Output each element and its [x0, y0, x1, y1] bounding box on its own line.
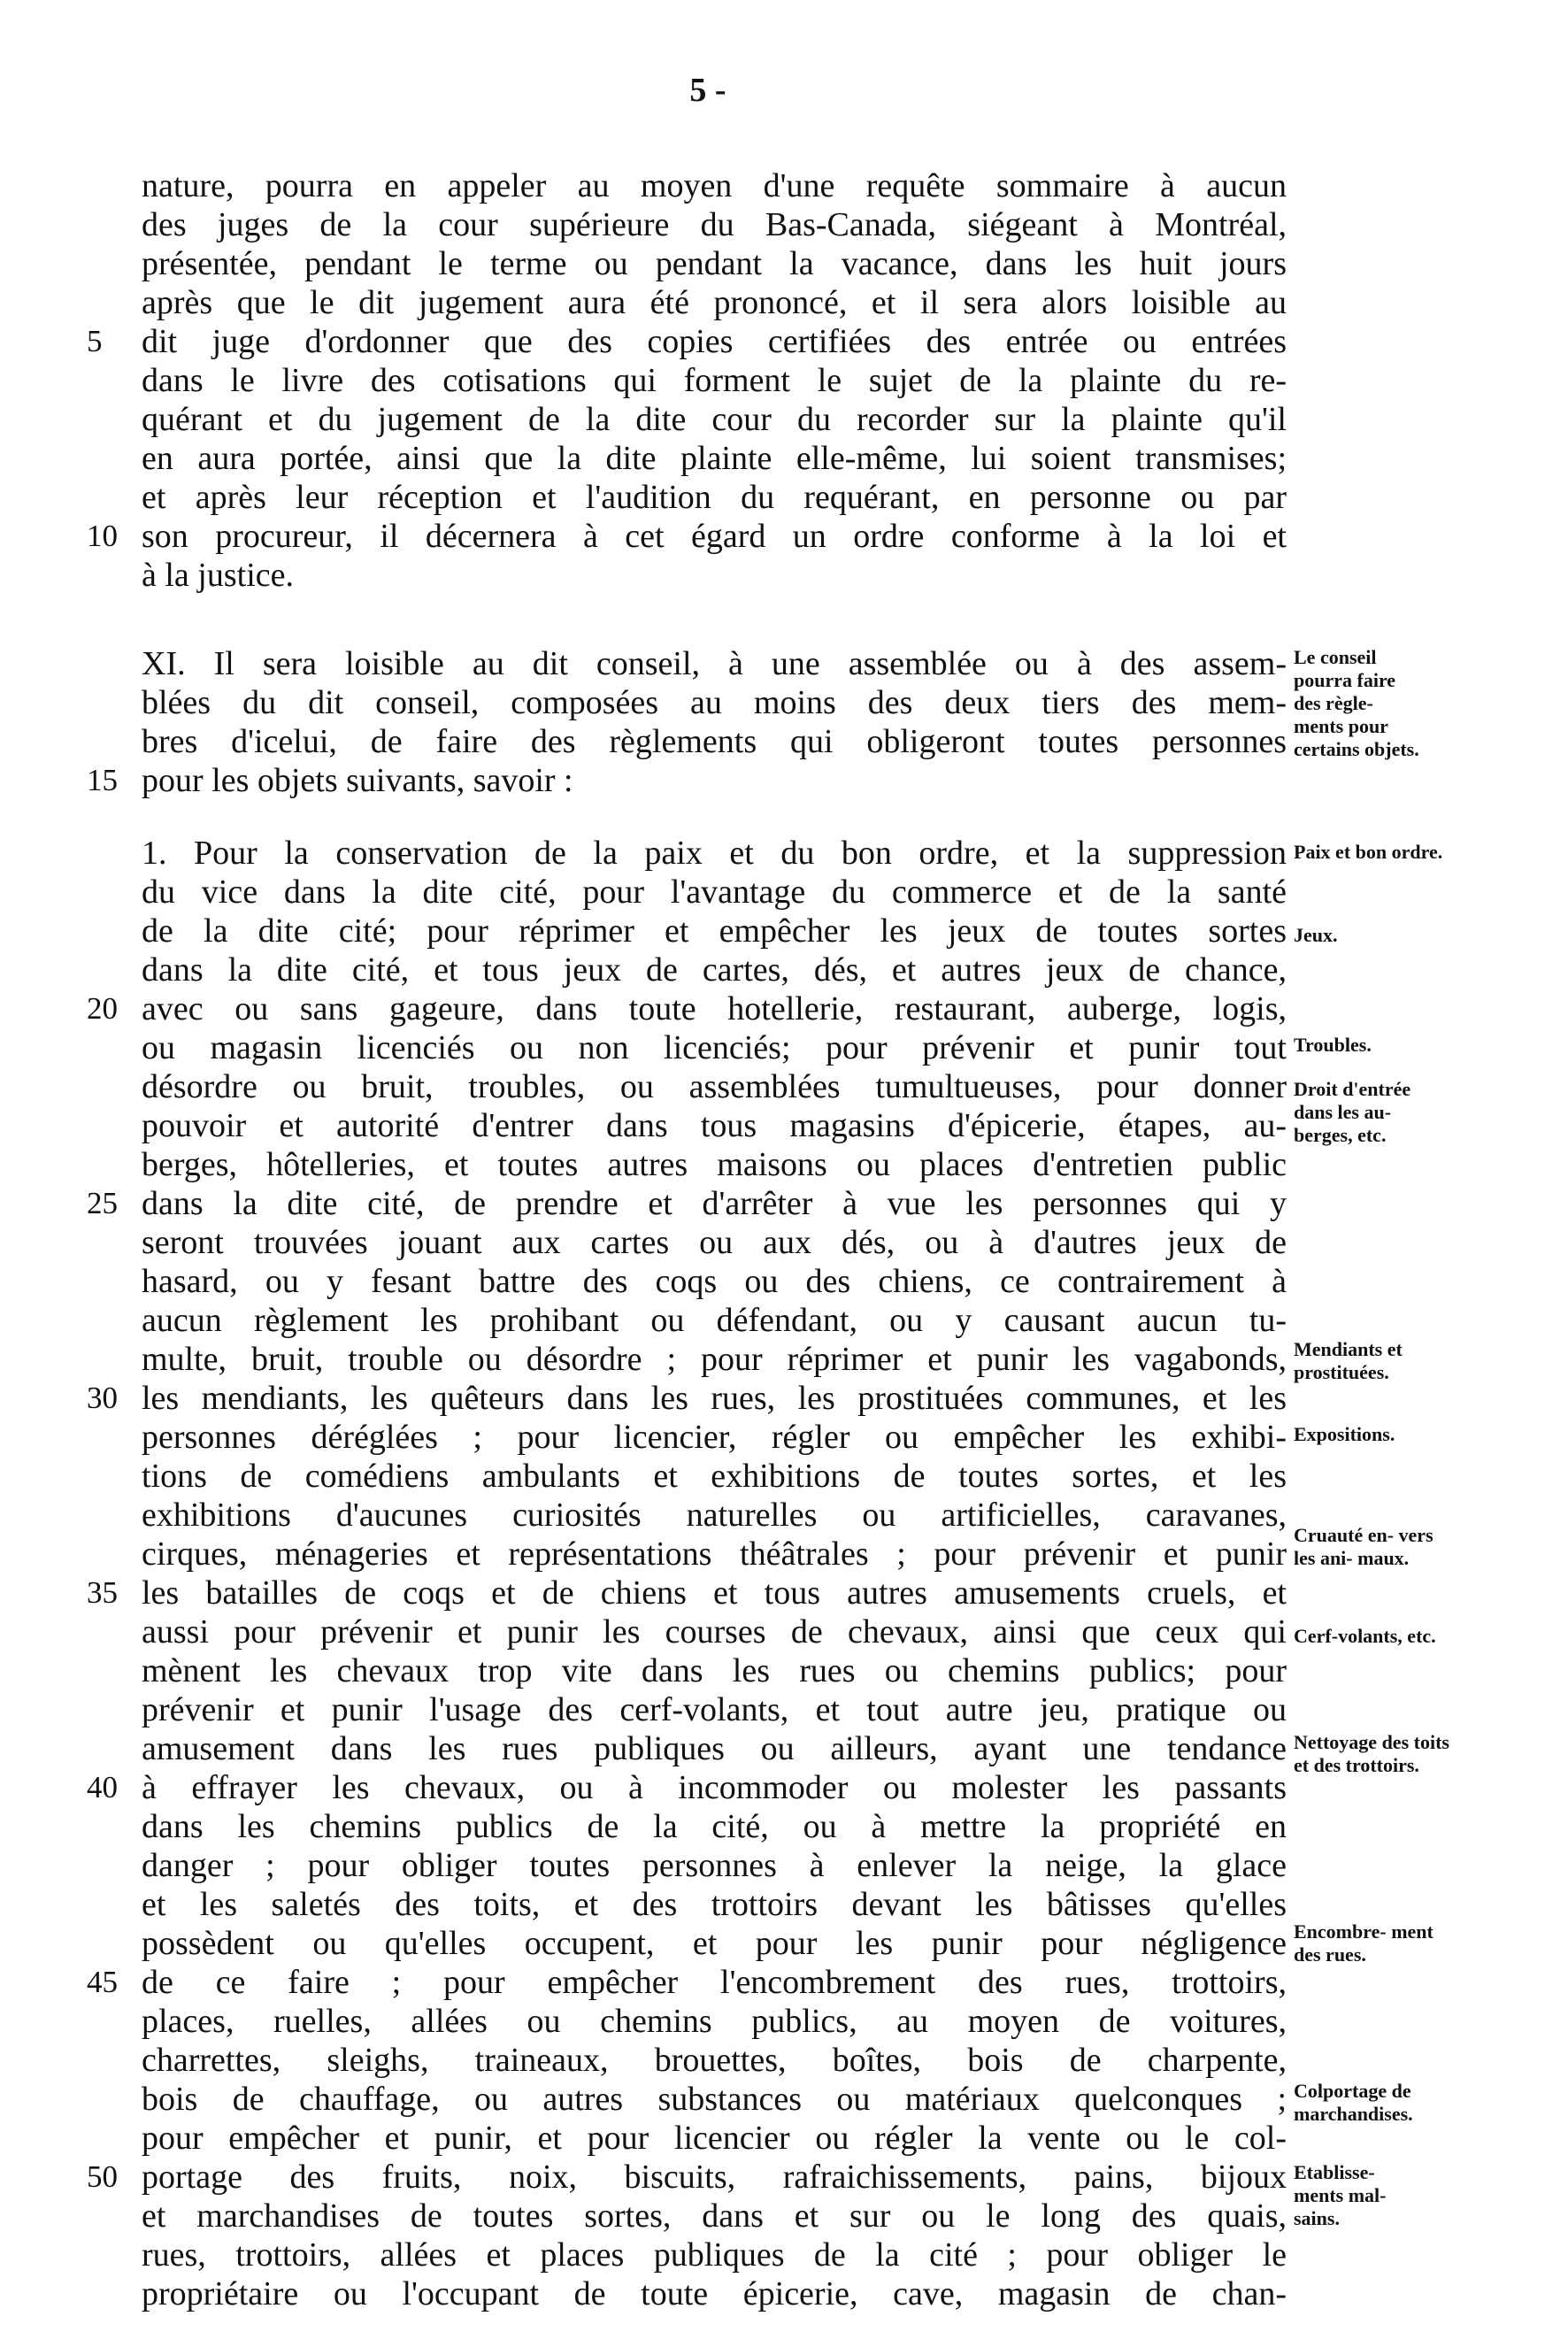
line-number: 30	[87, 1381, 118, 1415]
text-line: des juges de la cour supérieure du Bas-Canada, siégeant à Montréal,	[142, 206, 1287, 243]
text-line: et les saletés des toits, et des trottoirs devant les bâtisses qu'elles	[142, 1886, 1287, 1923]
text-line: du vice dans la dite cité, pour l'avantage du commerce et de la santé	[142, 873, 1287, 911]
text-line: personnes déréglées ; pour licencier, régler ou empêcher les exhibi-	[142, 1419, 1287, 1456]
margin-note: Nettoyage des toits et des trottoirs.	[1294, 1731, 1449, 1776]
text-line: portage des fruits, noix, biscuits, rafraichissements, pains, bijoux	[142, 2158, 1287, 2196]
margin-note: Expositions.	[1294, 1423, 1395, 1445]
text-line: aucun règlement les prohibant ou défendant, ou y causant aucun tu-	[142, 1302, 1287, 1339]
text-line: dit juge d'ordonner que des copies certifiées des entrée ou entrées	[142, 323, 1287, 360]
text-line: dans les chemins publics de la cité, ou à mettre la propriété en	[142, 1808, 1287, 1845]
text-line: et après leur réception et l'audition du requérant, en personne ou par	[142, 479, 1287, 516]
text-line: ou magasin licenciés ou non licenciés; pour prévenir et punir tout	[142, 1029, 1287, 1066]
text-line: seront trouvées jouant aux cartes ou aux dés, ou à d'autres jeux de	[142, 1224, 1287, 1261]
text-line: amusement dans les rues publiques ou ailleurs, ayant une tendance	[142, 1730, 1287, 1767]
text-line: à la justice.	[142, 557, 294, 594]
line-number: 40	[87, 1770, 118, 1804]
text-line: possèdent ou qu'elles occupent, et pour les punir pour négligence	[142, 1925, 1287, 1962]
line-number: 15	[87, 763, 118, 797]
margin-note: Troubles.	[1294, 1034, 1372, 1056]
margin-note: Paix et bon ordre.	[1294, 841, 1443, 863]
text-line: quérant et du jugement de la dite cour du recorder sur la plainte qu'il	[142, 401, 1287, 438]
margin-note: Droit d'entrée dans les au- berges, etc.	[1294, 1078, 1411, 1146]
text-line: les mendiants, les quêteurs dans les rues, les prostituées communes, et les	[142, 1380, 1287, 1417]
text-line: bois de chauffage, ou autres substances ou matériaux quelconques ;	[142, 2081, 1287, 2118]
text-line: pour les objets suivants, savoir :	[142, 762, 573, 799]
text-line: son procureur, il décernera à cet égard un ordre conforme à la loi et	[142, 518, 1287, 555]
text-line: en aura portée, ainsi que la dite plainte elle-même, lui soient transmises;	[142, 440, 1287, 477]
line-number: 20	[87, 991, 118, 1026]
text-line: charrettes, sleighs, traineaux, brouettes, boîtes, bois de charpente,	[142, 2042, 1287, 2079]
margin-note: Colportage de marchandises.	[1294, 2080, 1413, 2125]
text-line: prévenir et punir l'usage des cerf-volants, et tout autre jeu, pratique ou	[142, 1691, 1287, 1728]
text-line: dans la dite cité, et tous jeux de cartes, dés, et autres jeux de chance,	[142, 951, 1287, 989]
margin-note: Encombre- ment des rues.	[1294, 1920, 1433, 1966]
text-line: nature, pourra en appeler au moyen d'une requête sommaire à aucun	[142, 167, 1287, 204]
text-line: de ce faire ; pour empêcher l'encombrement des rues, trottoirs,	[142, 1964, 1287, 2001]
text-line: présentée, pendant le terme ou pendant la vacance, dans les huit jours	[142, 245, 1287, 282]
text-line: avec ou sans gageure, dans toute hotellerie, restaurant, auberge, logis,	[142, 990, 1287, 1027]
text-line: multe, bruit, trouble ou désordre ; pour réprimer et punir les vagabonds,	[142, 1341, 1287, 1378]
line-number: 50	[87, 2159, 118, 2194]
margin-note: Etablisse- ments mal- sains.	[1294, 2161, 1387, 2229]
text-line: pour empêcher et punir, et pour licencier ou régler la vente ou le col-	[142, 2120, 1287, 2157]
text-line: de la dite cité; pour réprimer et empêcher les jeux de toutes sortes	[142, 912, 1287, 950]
text-line: les batailles de coqs et de chiens et tous autres amusements cruels, et	[142, 1574, 1287, 1612]
line-number: 35	[87, 1575, 118, 1610]
line-number: 5	[87, 324, 103, 358]
text-line: blées du dit conseil, composées au moins des deux tiers des mem-	[142, 684, 1287, 721]
text-line: après que le dit jugement aura été prononcé, et il sera alors loisible au	[142, 284, 1287, 321]
text-line: et marchandises de toutes sortes, dans et sur ou le long des quais,	[142, 2197, 1287, 2235]
text-line: exhibitions d'aucunes curiosités naturelles ou artificielles, caravanes,	[142, 1497, 1287, 1534]
text-line: hasard, ou y fesant battre des coqs ou des chiens, ce contrairement à	[142, 1263, 1287, 1300]
text-line: cirques, ménageries et représentations théâtrales ; pour prévenir et punir	[142, 1535, 1287, 1573]
text-line: aussi pour prévenir et punir les courses de chevaux, ainsi que ceux qui	[142, 1613, 1287, 1651]
text-line: places, ruelles, allées ou chemins publics, au moyen de voitures,	[142, 2003, 1287, 2040]
text-line: bres d'icelui, de faire des règlements qui obligeront toutes personnes	[142, 723, 1287, 760]
line-number: 45	[87, 1965, 118, 1999]
text-line: pouvoir et autorité d'entrer dans tous magasins d'épicerie, étapes, au-	[142, 1107, 1287, 1144]
text-line: dans la dite cité, de prendre et d'arrêter à vue les personnes qui y	[142, 1185, 1287, 1222]
text-line: 1. Pour la conservation de la paix et du bon ordre, et la suppression	[142, 835, 1287, 872]
margin-note: Jeux.	[1294, 924, 1338, 946]
text-line: tions de comédiens ambulants et exhibitions de toutes sortes, et les	[142, 1458, 1287, 1495]
margin-note: Cerf-volants, etc.	[1294, 1625, 1436, 1647]
text-line: rues, trottoirs, allées et places publiques de la cité ; pour obliger le	[142, 2236, 1287, 2274]
line-number: 10	[87, 519, 118, 553]
margin-note: Mendiants et prostituées.	[1294, 1338, 1403, 1383]
text-line: propriétaire ou l'occupant de toute épicerie, cave, magasin de chan-	[142, 2275, 1287, 2312]
text-line: berges, hôtelleries, et toutes autres maisons ou places d'entretien public	[142, 1146, 1287, 1183]
text-line: mènent les chevaux trop vite dans les rues ou chemins publics; pour	[142, 1652, 1287, 1689]
line-number: 25	[87, 1186, 118, 1220]
text-line: danger ; pour obliger toutes personnes à enlever la neige, la glace	[142, 1847, 1287, 1884]
text-line: désordre ou bruit, troubles, ou assemblées tumultueuses, pour donner	[142, 1068, 1287, 1105]
page-number: 5 -	[689, 72, 726, 109]
margin-note: Cruauté en- vers les ani- maux.	[1294, 1524, 1433, 1569]
text-line: à effrayer les chevaux, ou à incommoder ou molester les passants	[142, 1769, 1287, 1806]
text-line: dans le livre des cotisations qui forment le sujet de la plainte du re-	[142, 362, 1287, 399]
text-line: XI. Il sera loisible au dit conseil, à une assemblée ou à des assem-	[142, 645, 1287, 682]
margin-note: Le conseil pourra faire des règle- ments pour certains objets.	[1294, 646, 1419, 760]
